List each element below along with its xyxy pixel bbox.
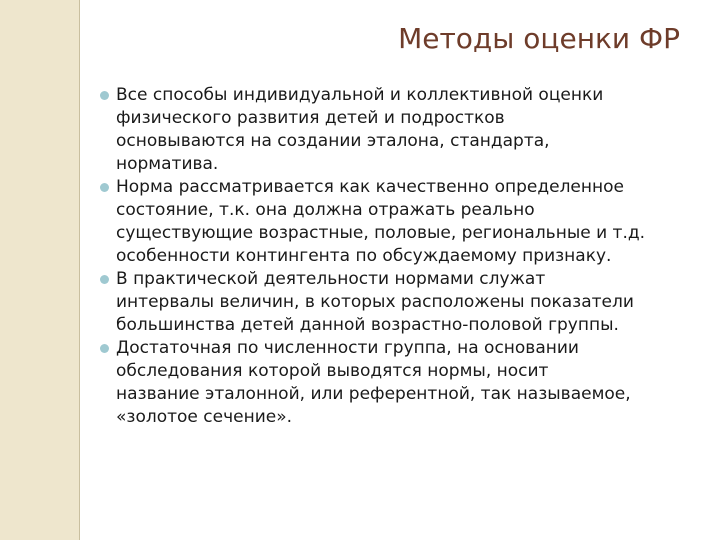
- bullet-line: «золотое сечение».: [116, 407, 293, 427]
- bullet-line: норматива.: [116, 154, 219, 174]
- side-decor-band: [0, 0, 79, 540]
- bullet-item: [116, 176, 712, 268]
- bullet-line: обследования которой выводятся нормы, носит: [116, 361, 549, 381]
- bullet-list: [116, 84, 712, 429]
- bullet-line: интервалы величин, в которых расположены показатели: [116, 292, 634, 312]
- bullet-dot-icon: [100, 183, 109, 192]
- side-decor-rule: [79, 0, 80, 540]
- bullet-text: [116, 337, 712, 429]
- bullet-dot-icon: [100, 91, 109, 100]
- slide-title: Методы оценки ФР: [398, 22, 680, 55]
- bullet-line: основываются на создании эталона, стандарта,: [116, 131, 550, 151]
- bullet-dot-icon: [100, 344, 109, 353]
- bullet-line: название эталонной, или референтной, так называемое,: [116, 384, 631, 404]
- bullet-line: Все способы индивидуальной и коллективной оценки: [116, 85, 604, 105]
- bullet-text: [116, 176, 712, 268]
- bullet-item: [116, 84, 712, 176]
- bullet-dot-icon: [100, 275, 109, 284]
- bullet-line: существующие возрастные, половые, региональные и т.д.: [116, 223, 646, 243]
- bullet-item: [116, 337, 712, 429]
- bullet-line: Достаточная по численности группа, на основании: [116, 338, 579, 358]
- bullet-text: [116, 84, 712, 176]
- bullet-line: особенности контингента по обсуждаемому признаку.: [116, 246, 612, 266]
- bullet-line: В практической деятельности нормами служат: [116, 269, 546, 289]
- bullet-item: [116, 268, 712, 337]
- bullet-line: большинства детей данной возрастно-половой группы.: [116, 315, 619, 335]
- bullet-line: состояние, т.к. она должна отражать реально: [116, 200, 535, 220]
- bullet-line: физического развития детей и подростков: [116, 108, 505, 128]
- bullet-line: Норма рассматривается как качественно определенное: [116, 177, 624, 197]
- bullet-text: [116, 268, 712, 337]
